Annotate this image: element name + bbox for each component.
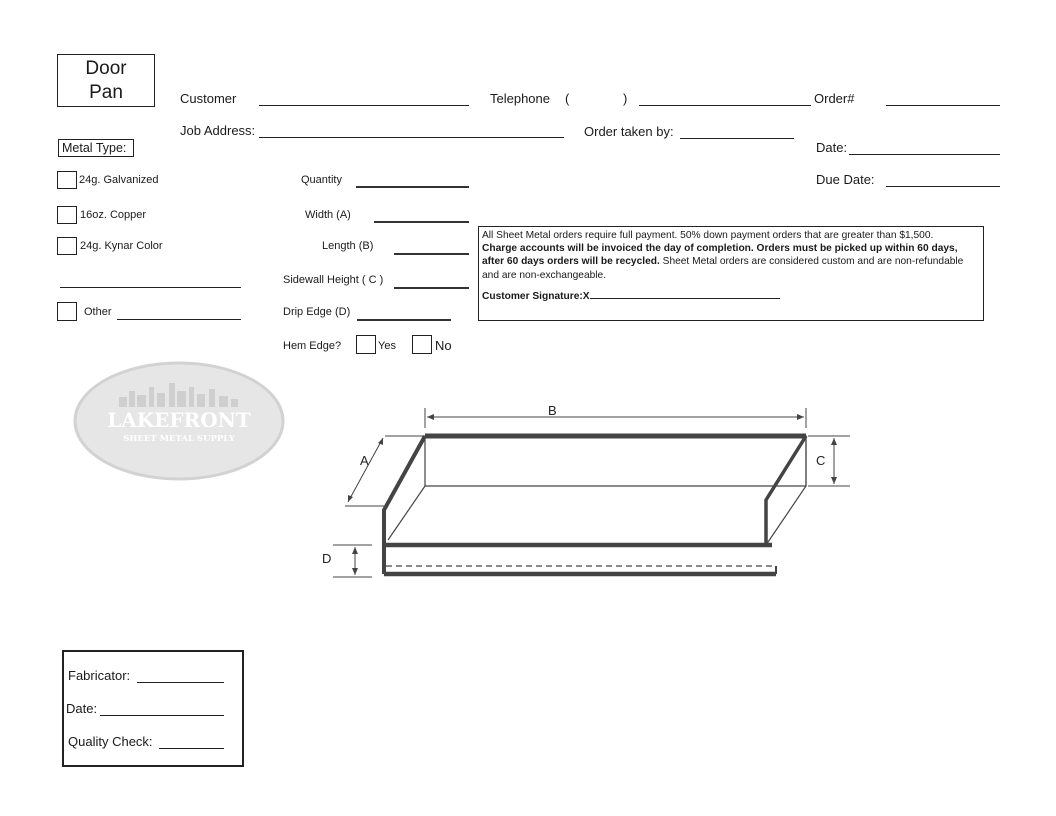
pan-left-edge [384,436,425,574]
fabricator-field[interactable] [137,682,224,683]
customer-field[interactable] [259,105,469,106]
pan-right-edge [766,436,806,545]
logo-text-line1: LAKEFRONT [107,408,251,432]
telephone-open-paren: ( [565,91,570,106]
customer-label: Customer [180,91,237,106]
due-date-label: Due Date: [816,172,875,187]
signature-field[interactable] [590,298,780,299]
signature-row [482,290,980,303]
notice-body [482,242,980,282]
job-address-field[interactable] [259,137,564,138]
order-number-field[interactable] [886,105,1000,106]
length-label: Length (B) [322,240,374,252]
notice-bold: Charge accounts will be invoiced the day of completion. Orders must be picked up within 60 days, after 60 days orders will be recycled. [482,243,958,268]
sidewall-label: Sidewall Height ( C ) [283,274,384,286]
hem-yes-label: Yes [378,340,396,352]
logo-text-line2: SHEET METAL SUPPLY [123,434,235,444]
order-number-label: Order# [814,91,855,106]
date-field[interactable] [849,154,1000,155]
drip-edge-field[interactable] [357,319,451,321]
date-label: Date: [816,140,848,155]
kynar-color-field[interactable] [60,287,241,288]
dim-d-ticks [333,545,372,577]
form-title-box [57,54,155,107]
quality-check-label: Quality Check: [68,734,153,749]
kynar-checkbox[interactable] [57,237,77,255]
metal-type-label: Metal Type: [58,139,134,157]
hem-no-label: No [435,338,452,353]
hem-no-checkbox[interactable] [412,335,432,354]
order-taken-label: Order taken by: [584,124,674,139]
hem-edge-label: Hem Edge? [283,340,342,352]
due-date-field[interactable] [886,186,1000,187]
order-taken-field[interactable] [680,138,794,139]
galvanized-label: 24g. Galvanized [79,174,159,186]
copper-checkbox[interactable] [57,206,77,224]
dim-b-ticks [425,408,806,428]
notice-line1: All Sheet Metal orders require full payment. 50% down payment orders that are greater than $1,500. [482,230,934,241]
width-label: Width (A) [305,209,351,221]
drip-edge-label: Drip Edge (D) [283,306,351,318]
fabricator-label: Fabricator: [68,668,131,683]
copper-label: 16oz. Copper [80,209,147,221]
pan-back-outline [425,436,806,486]
payment-notice [478,226,984,321]
length-field[interactable] [394,253,469,255]
telephone-label: Telephone [490,91,550,106]
dim-a-ticks [345,436,424,506]
telephone-close-paren: ) [623,91,628,106]
telephone-field[interactable] [639,105,811,106]
dim-c-label: C [816,453,826,468]
other-field[interactable] [117,319,241,320]
dim-b-label: B [548,403,557,418]
galvanized-checkbox[interactable] [57,171,77,189]
door-pan-diagram [300,395,860,595]
dim-a-label: A [360,453,369,468]
other-label: Other [84,306,112,318]
quantity-field[interactable] [356,186,469,188]
quantity-label: Quantity [301,174,342,186]
signature-label: Customer Signature:X [482,290,590,302]
form-title-line2: Pan [89,82,123,103]
lakefront-logo [73,361,285,481]
width-field[interactable] [374,221,469,223]
dim-c-ticks [808,436,850,486]
hem-yes-checkbox[interactable] [356,335,376,354]
dim-a-line [348,438,383,502]
kynar-label: 24g. Kynar Color [80,240,163,252]
notice-normal: Sheet Metal orders are considered custom and are non-refundable and are non-exchangeable. [482,256,964,281]
dim-d-label: D [322,551,332,566]
fab-date-field[interactable] [100,715,224,716]
quality-check-field[interactable] [159,748,224,749]
form-title-line1: Door [85,58,127,79]
fab-date-label: Date: [66,701,98,716]
other-checkbox[interactable] [57,302,77,321]
sidewall-field[interactable] [394,287,469,289]
job-address-label: Job Address: [180,123,256,138]
